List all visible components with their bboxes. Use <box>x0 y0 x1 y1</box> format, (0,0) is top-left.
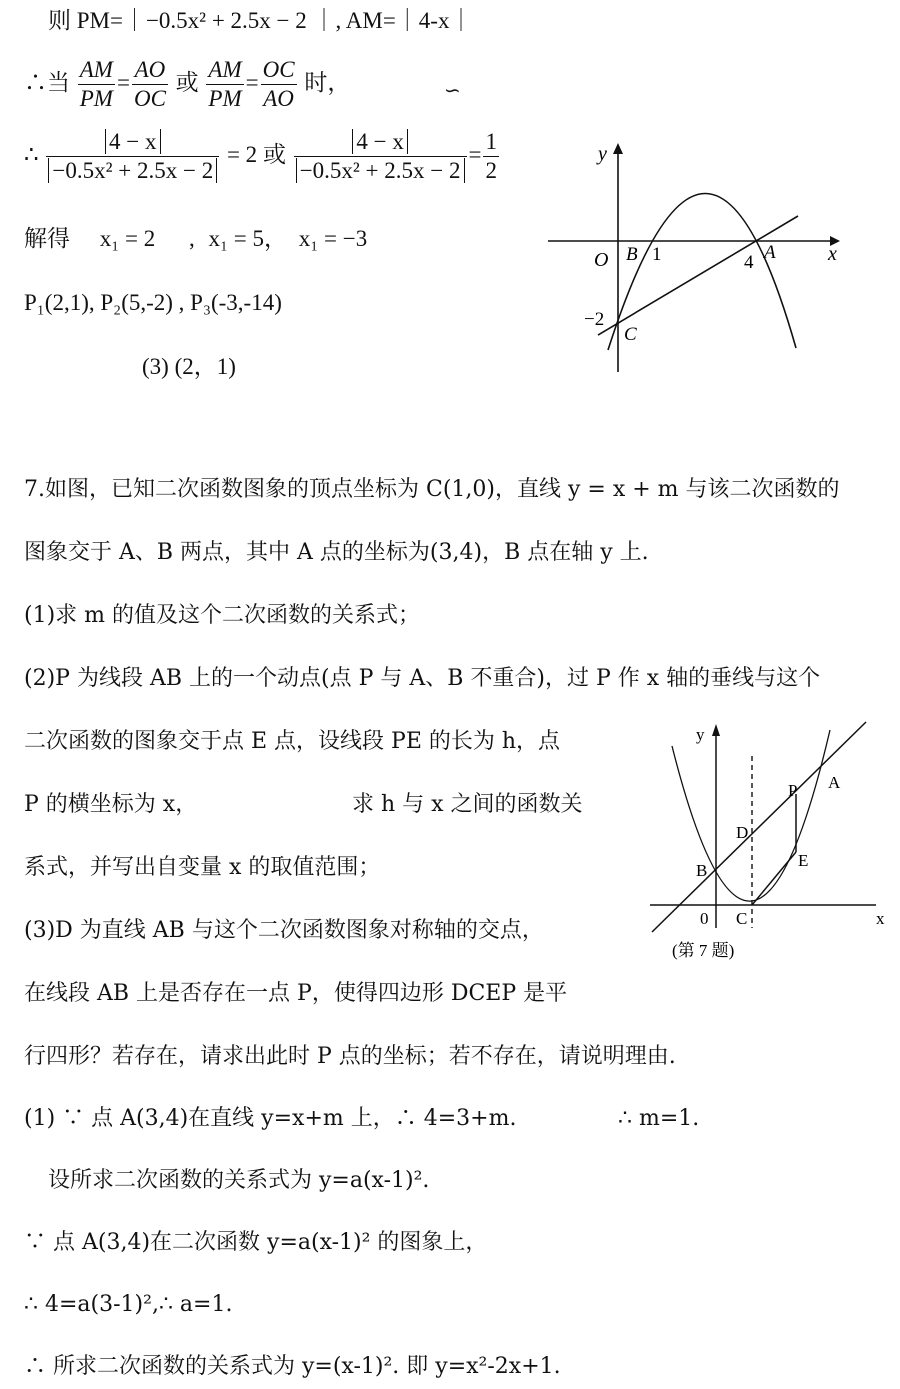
frac4-den: AO <box>263 86 294 111</box>
problem7-part3-line3: 行四形？若存在，请求出此时 P 点的坐标；若不存在，请说明理由. <box>24 1044 676 1069</box>
frac4-num: OC <box>262 57 295 82</box>
e-label: E <box>798 851 809 870</box>
solution-step5: ∴ 所求二次函数的关系式为 y=(x-1)². 即 y=x²-2x+1. <box>24 1354 561 1379</box>
y-label: y <box>598 143 607 165</box>
equals-two: = 2 <box>226 141 258 167</box>
y-axis-arrow <box>712 724 720 736</box>
y-label: y <box>696 725 705 744</box>
x-label: x <box>876 909 885 928</box>
therefore-symbol: ∴ <box>24 141 39 167</box>
fraction-ao-oc <box>132 56 168 113</box>
line-ca <box>598 216 798 335</box>
or-word-2: 或 <box>262 141 286 167</box>
solution-step2: 设所求二次函数的关系式为 y=a(x-1)². <box>48 1168 430 1193</box>
a-label: A <box>828 773 841 792</box>
a-label: A <box>764 242 776 263</box>
frac3-den: PM <box>208 86 242 111</box>
half-num: 1 <box>483 128 499 157</box>
points-list: P₁(2,1), P₂(5,-2) , P₃(-3,-14) <box>24 290 282 315</box>
frac2-den: OC <box>133 86 166 111</box>
ratio-equation-line: ∴ $\frac{4 - x}{\text{−0.5x² + 2.5x − 2}}$ = 2 或 $\frac{4 - x}{\text{−0.5x² + 2.5x − 2}}$ = $\frac{1}{2}$ <box>24 129 497 183</box>
solution-step4: ∴ 4=a(3-1)²,∴ a=1. <box>24 1292 233 1317</box>
problem7-part2-line1: (2)P 为线段 AB 上的一个动点(点 P 与 A、B 不重合)，过 P 作 x 轴的垂线与这个 <box>24 666 821 691</box>
solution-step3: ∵ 点 A(3,4)在二次函数 y=a(x-1)² 的图象上， <box>24 1230 488 1255</box>
solution-step1: (1) ∵ 点 A(3,4)在直线 y=x+m 上，∴ 4=3+m. <box>24 1106 517 1131</box>
frac1-den: PM <box>79 86 113 111</box>
problem7-part3-line1: (3)D 为直线 AB 与这个二次函数图象对称轴的交点， <box>24 918 544 943</box>
problem7-part2-line2: 二次函数的图象交于点 E 点，设线段 PE 的长为 h，点 <box>24 729 561 754</box>
y-axis-arrow <box>613 143 623 154</box>
origin-label: 0 <box>700 909 709 928</box>
d-label: D <box>736 823 749 842</box>
figure-caption: (第 7 题) <box>672 941 735 960</box>
ratio1-den: −0.5x² + 2.5x − 2 <box>48 158 217 183</box>
pm-am-expression: PM=｜−0.5x² + 2.5x − 2 ｜, AM=｜4-x｜ <box>76 8 473 33</box>
solve-label: 解得 <box>24 226 70 251</box>
frac2-num: AO <box>134 57 166 82</box>
problem7-part2-line3a: P 的横坐标为 x， <box>24 792 198 817</box>
problem7-part2-line4: 系式，并写出自变量 x 的取值范围； <box>24 855 381 880</box>
ratio2-num: 4 − x <box>352 129 407 154</box>
or-word: 或 <box>175 69 199 95</box>
fraction-am-pm <box>78 56 115 113</box>
tick-minus-two: −2 <box>584 309 605 330</box>
then-word: 则 <box>48 8 71 33</box>
line-ab <box>652 722 866 932</box>
c-label: C <box>736 909 748 928</box>
b-label: B <box>626 244 638 265</box>
tick-one: 1 <box>652 244 662 265</box>
frac1-num: AM <box>79 57 113 82</box>
pm-am-line <box>48 6 472 36</box>
solution-m-value: ∴ m=1. <box>618 1106 700 1131</box>
problem7-part2-line3b: 求 h 与 x 之间的函数关 <box>352 792 583 817</box>
b-label: B <box>696 861 708 880</box>
origin-label: O <box>594 249 609 271</box>
ratio-fraction-2 <box>294 128 467 185</box>
solution-x1: x₁ = 2 <box>99 226 156 251</box>
ratio1-num: 4 − x <box>105 129 160 154</box>
therefore-when: ∴当 <box>24 69 70 95</box>
ratio2-den: −0.5x² + 2.5x − 2 <box>296 158 465 183</box>
fraction-am-pm-2 <box>206 56 243 113</box>
parabola-graph-7 <box>644 716 894 966</box>
frac3-num: AM <box>208 57 242 82</box>
half-den: 2 <box>485 158 497 183</box>
problem7-line2: 图象交于 A、B 两点，其中 A 点的坐标为(3,4)，B 点在轴 y 上. <box>24 540 649 565</box>
solution-line: 解得 x₁ = 2 , x₁ = 5， x₁ = −3 <box>24 226 368 251</box>
ratio-fraction-1 <box>46 128 219 185</box>
part3-answer: (3) (2，1) <box>142 354 236 379</box>
similarity-condition-line: ∴当 $\frac{AM}{PM}$ = $\frac{AO}{OC}$ 或 $\frac{AM}{PM}$ = $\frac{OC}{AO}$ 时， <box>24 57 351 111</box>
segment-ce <box>752 852 796 905</box>
x-label: x <box>828 243 837 265</box>
problem7-part3-line2: 在线段 AB 上是否存在一点 P，使得四边形 DCEP 是平 <box>24 981 568 1006</box>
fraction-oc-ao <box>261 56 297 113</box>
c-label: C <box>624 324 637 345</box>
similar-symbol: ∽ <box>444 80 461 102</box>
parabola-graph-1 <box>540 140 850 380</box>
problem7-part1: (1)求 m 的值及这个二次函数的关系式； <box>24 603 421 628</box>
when-word: 时， <box>304 69 351 95</box>
solution-x3: x₁ = −3 <box>298 226 368 251</box>
p-label: P <box>788 781 798 800</box>
problem7-line1: 7.如图，已知二次函数图象的顶点坐标为 C(1,0)，直线 y = x + m 与该二次函数的 <box>24 477 840 502</box>
tick-four: 4 <box>744 252 754 273</box>
fraction-one-half <box>483 128 499 185</box>
solution-x2: x₁ = 5， <box>208 226 287 251</box>
